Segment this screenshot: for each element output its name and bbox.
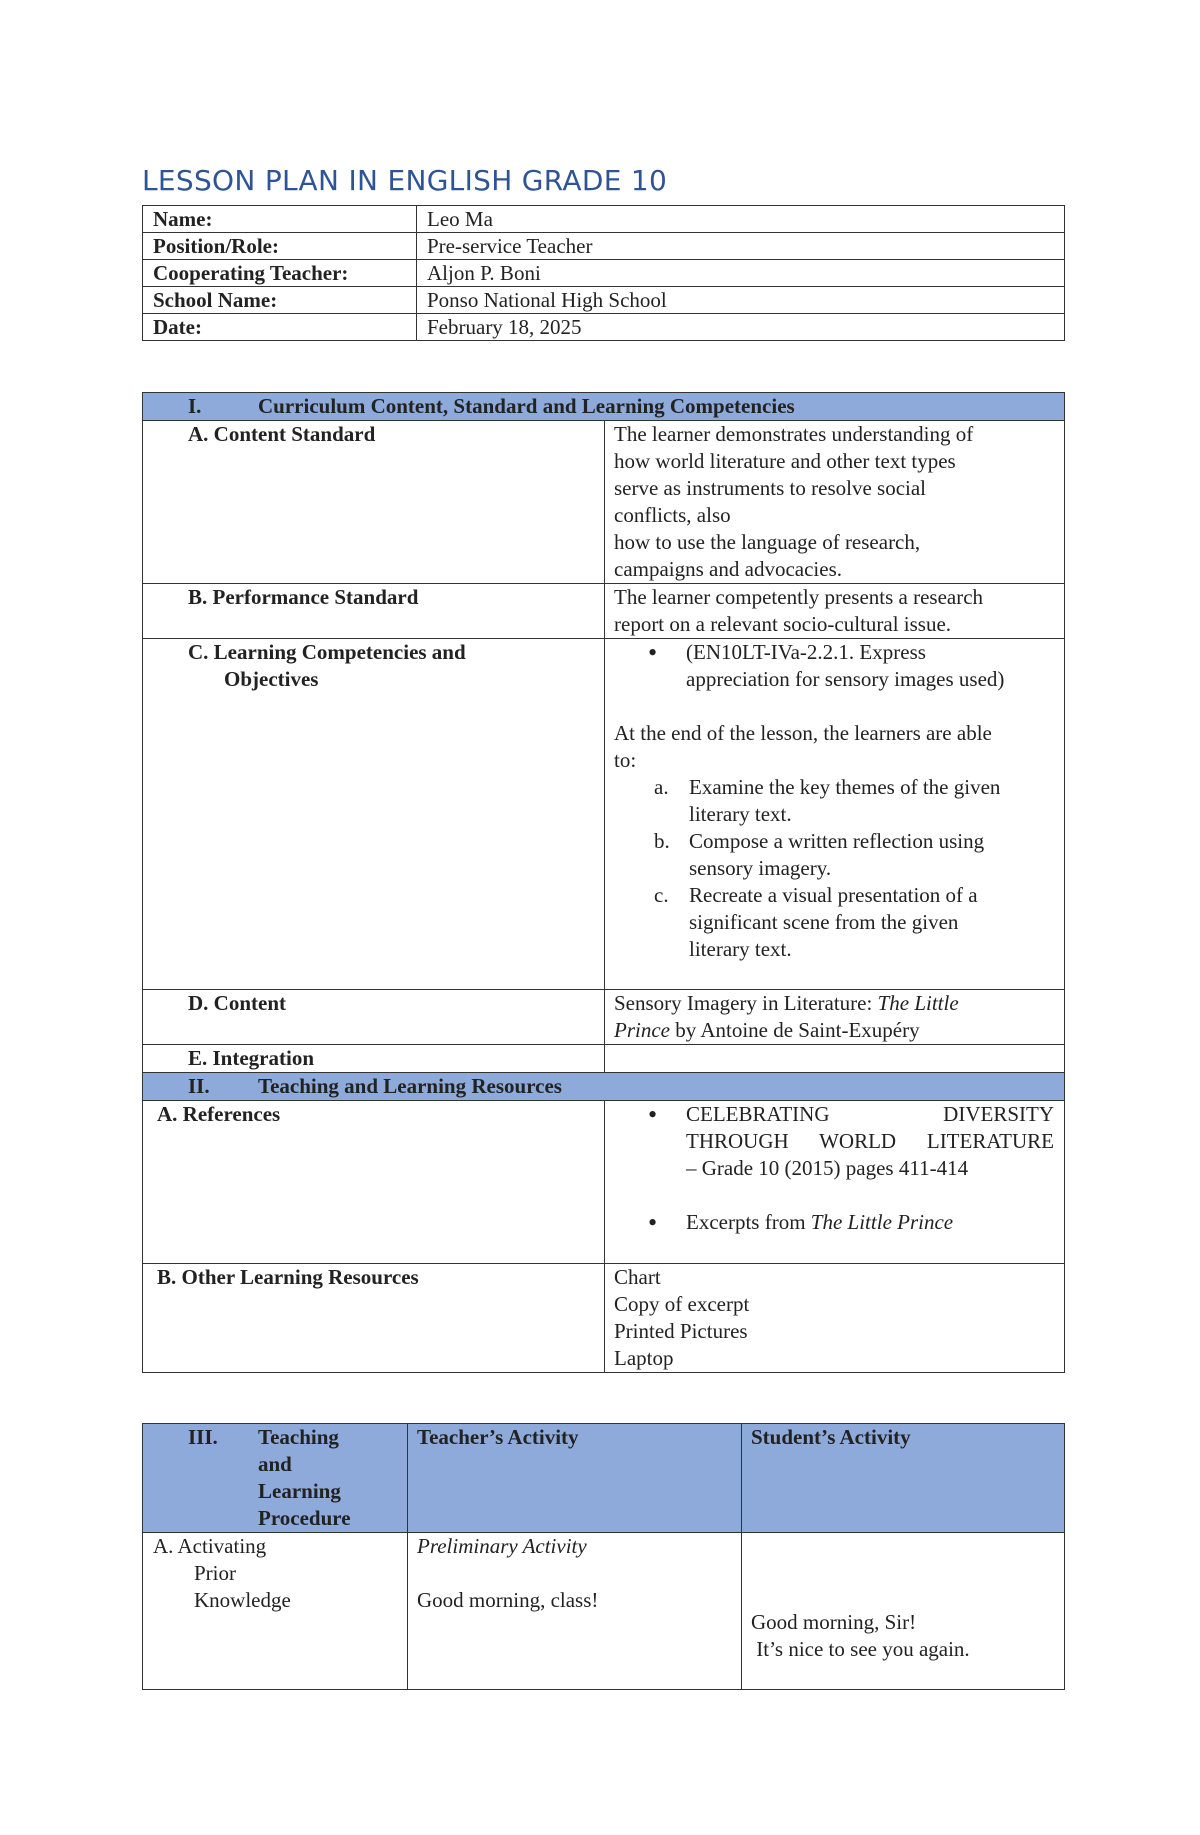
text-line: campaigns and advocacies. xyxy=(614,557,842,581)
info-row-school xyxy=(143,287,1065,314)
section-header-resources xyxy=(143,1073,1065,1101)
resource-item: Laptop xyxy=(614,1346,674,1370)
row-other-resources xyxy=(143,1264,1065,1373)
row-value xyxy=(605,639,1065,990)
row-performance-standard xyxy=(143,584,1065,639)
row-label xyxy=(143,1533,408,1690)
title-line: and xyxy=(258,1452,292,1476)
curriculum-table xyxy=(142,392,1065,1373)
info-value: Leo Ma xyxy=(417,206,1065,233)
text-span: by Antoine de Saint-Exupéry xyxy=(669,1018,920,1042)
text-span: Excerpts from xyxy=(686,1210,811,1234)
row-references xyxy=(143,1101,1065,1264)
row-label: A. References xyxy=(143,1101,605,1264)
teacher-activity-cell xyxy=(408,1533,742,1690)
row-label: B. Performance Standard xyxy=(143,584,605,639)
procedure-title-cell xyxy=(143,1424,408,1533)
resource-item: Printed Pictures xyxy=(614,1319,748,1343)
section-header-curriculum xyxy=(143,393,1065,421)
label-line: C. Learning Competencies and xyxy=(188,640,466,664)
info-row-date xyxy=(143,314,1065,341)
text-line: Good morning, Sir! xyxy=(751,1610,917,1634)
info-row-position xyxy=(143,233,1065,260)
text-line: significant scene from the given xyxy=(689,910,959,934)
procedure-table xyxy=(142,1423,1065,1690)
text-line: how to use the language of research, xyxy=(614,530,921,554)
row-competencies xyxy=(143,639,1065,990)
text-line: Good morning, class! xyxy=(417,1588,599,1612)
book-title: Prince xyxy=(614,1018,670,1042)
text-line: b. Compose a written reflection using xyxy=(689,829,985,853)
list-item xyxy=(686,1101,1054,1182)
text-line: report on a relevant socio-cultural issue. xyxy=(614,612,952,636)
header-filler xyxy=(605,1073,1065,1101)
objective-item xyxy=(689,828,1055,882)
text-line: THROUGH WORLD LITERATURE xyxy=(686,1129,1055,1153)
title-line: Learning xyxy=(258,1479,341,1503)
info-row-cooperating-teacher xyxy=(143,260,1065,287)
references-list xyxy=(614,1101,1054,1236)
section-title: Curriculum Content, Standard and Learning Competencies xyxy=(258,394,795,418)
label-line: Knowledge xyxy=(194,1588,291,1612)
info-label: Position/Role: xyxy=(143,233,417,260)
text-line: literary text. xyxy=(689,802,792,826)
row-label: D. Content xyxy=(143,990,605,1045)
info-row-name xyxy=(143,206,1065,233)
row-value xyxy=(605,584,1065,639)
title-line: Teaching xyxy=(258,1425,339,1449)
info-value: February 18, 2025 xyxy=(417,314,1065,341)
label-line: Prior xyxy=(194,1561,236,1585)
procedure-row-activating xyxy=(143,1533,1065,1690)
row-integration xyxy=(143,1045,1065,1073)
text-span: Sensory Imagery in Literature: xyxy=(614,991,878,1015)
text-line: literary text. xyxy=(689,937,792,961)
text-line: The learner competently presents a research xyxy=(614,585,984,609)
text-line: appreciation for sensory images used) xyxy=(686,667,1005,691)
text-line: At the end of the lesson, the learners are able xyxy=(614,721,992,745)
student-activity-cell xyxy=(742,1533,1065,1690)
row-label: A. Content Standard xyxy=(143,421,605,584)
student-activity-header: Student’s Activity xyxy=(742,1424,1065,1533)
objective-item xyxy=(689,882,1055,963)
procedure-header xyxy=(143,1424,1065,1533)
label-line: A. Activating xyxy=(153,1534,267,1558)
row-value xyxy=(605,990,1065,1045)
info-label: Date: xyxy=(143,314,417,341)
resource-item: Copy of excerpt xyxy=(614,1292,750,1316)
section-title: Teaching and Learning Resources xyxy=(258,1074,562,1098)
text-line: • CELEBRATING DIVERSITY xyxy=(686,1102,1055,1126)
text-line: • (EN10LT-IVa-2.2.1. Express xyxy=(686,640,926,664)
teacher-activity-header: Teacher’s Activity xyxy=(408,1424,742,1533)
text-line: sensory imagery. xyxy=(689,856,832,880)
info-table xyxy=(142,205,1065,341)
text-line xyxy=(614,990,1055,1017)
info-label: School Name: xyxy=(143,287,417,314)
text-line: – Grade 10 (2015) pages 411-414 xyxy=(686,1156,969,1180)
info-value: Pre-service Teacher xyxy=(417,233,1065,260)
row-label: E. Integration xyxy=(143,1045,605,1073)
row-content-standard xyxy=(143,421,1065,584)
row-label xyxy=(143,639,605,990)
activity-heading: Preliminary Activity xyxy=(417,1534,587,1558)
section-number: II. xyxy=(188,1074,210,1098)
list-item xyxy=(686,639,1055,693)
text-line: c. Recreate a visual presentation of a xyxy=(689,883,978,907)
row-label: B. Other Learning Resources xyxy=(143,1264,605,1373)
text-line xyxy=(614,1017,1055,1044)
text-line: to: xyxy=(614,748,637,772)
row-value xyxy=(605,1045,1065,1073)
objective-item xyxy=(689,774,1055,828)
objectives-list xyxy=(614,774,1055,963)
section-number: III. xyxy=(188,1425,218,1449)
book-title: The Little xyxy=(877,991,959,1015)
text-line: It’s nice to see you again. xyxy=(751,1637,970,1661)
title-line: Procedure xyxy=(258,1506,351,1530)
info-label: Name: xyxy=(143,206,417,233)
resource-item: Chart xyxy=(614,1265,661,1289)
row-content xyxy=(143,990,1065,1045)
competency-code-list xyxy=(614,639,1055,693)
row-value xyxy=(605,421,1065,584)
row-value xyxy=(605,1264,1065,1373)
text-line: a. Examine the key themes of the given xyxy=(689,775,1001,799)
info-value: Aljon P. Boni xyxy=(417,260,1065,287)
label-line: Objectives xyxy=(224,667,319,691)
list-item xyxy=(686,1209,1054,1236)
text-line: serve as instruments to resolve social xyxy=(614,476,927,500)
section-number: I. xyxy=(188,394,202,418)
page-title: LESSON PLAN IN ENGLISH GRADE 10 xyxy=(142,164,668,197)
info-value: Ponso National High School xyxy=(417,287,1065,314)
book-title: The Little Prince xyxy=(810,1210,954,1234)
row-value xyxy=(605,1101,1065,1264)
text-line: conflicts, also xyxy=(614,503,731,527)
text-line: how world literature and other text types xyxy=(614,449,956,473)
text-line: The learner demonstrates understanding of xyxy=(614,422,974,446)
info-label: Cooperating Teacher: xyxy=(143,260,417,287)
